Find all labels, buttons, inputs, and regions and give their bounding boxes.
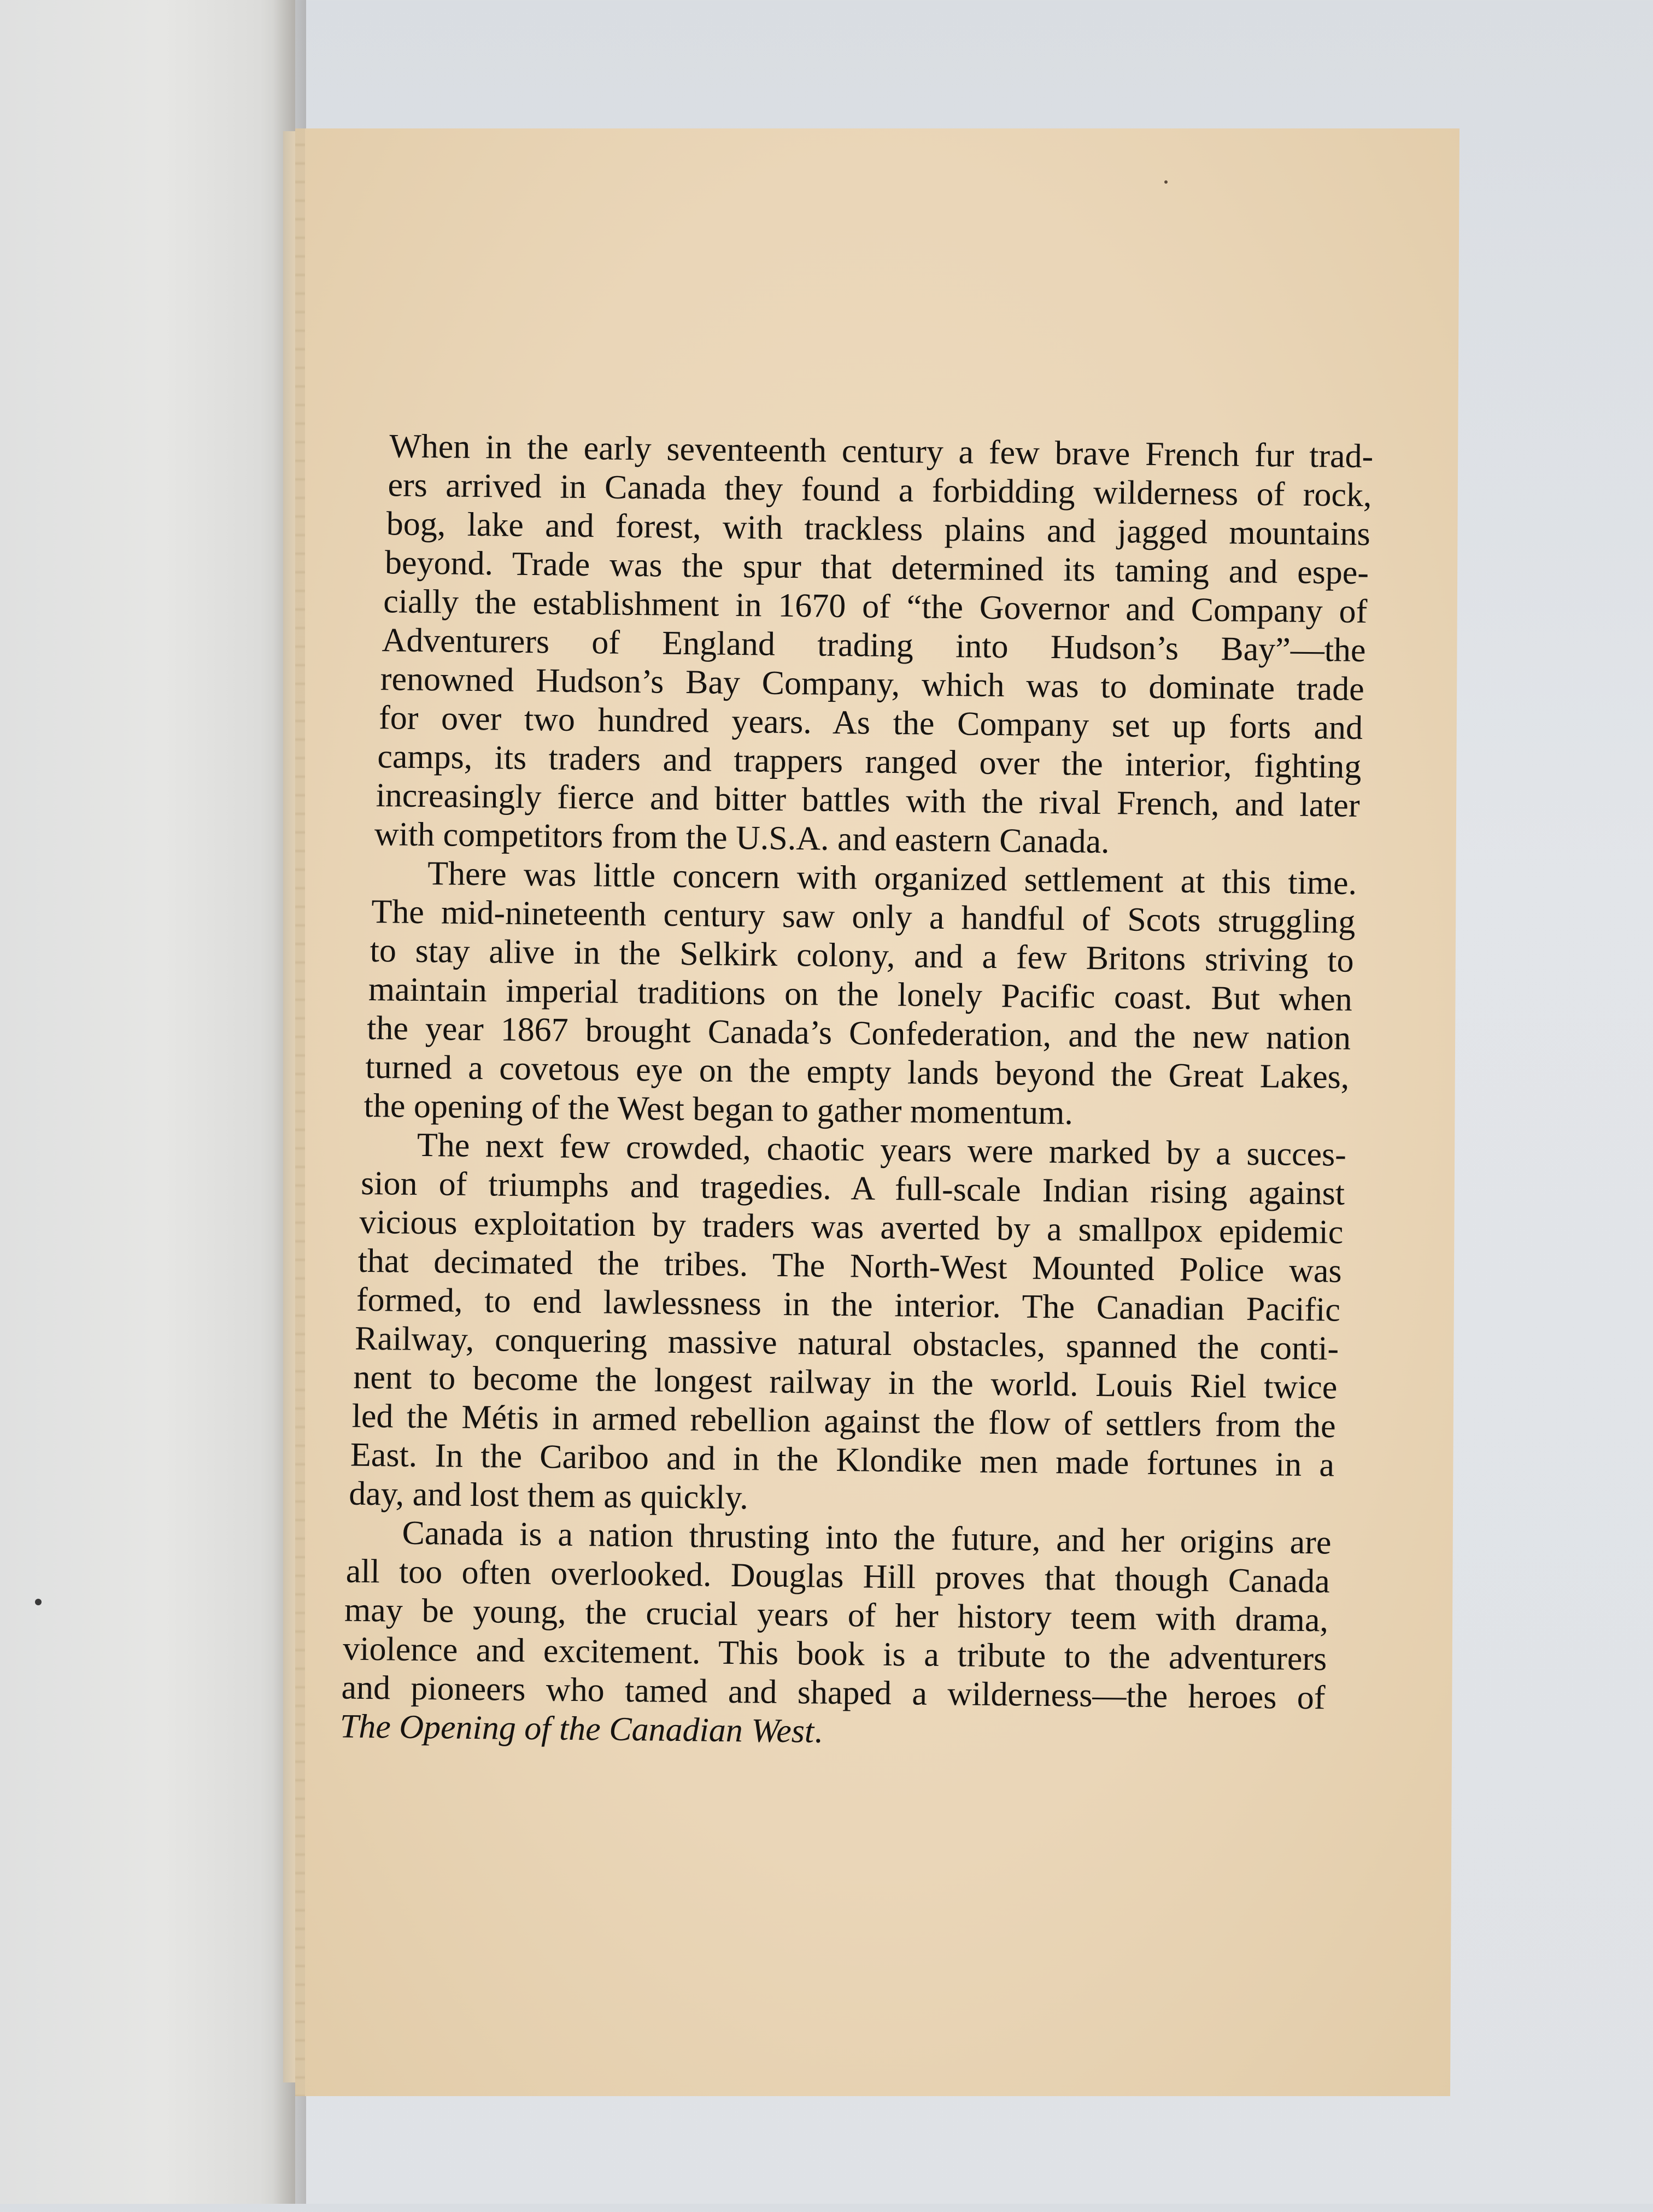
text-line: the opening of the West began to gather momentum. — [364, 1087, 1074, 1132]
text-line: formed, to end lawlessness in the interior. The Canadian Pacific — [356, 1281, 1341, 1329]
text-line: The next few crowded, chaotic years were marked by a succes- — [417, 1126, 1347, 1174]
text-line: that decimated the tribes. The North-West Mounted Police was — [357, 1242, 1342, 1290]
text-line: When in the early seventeenth century a few brave French fur trad- — [389, 427, 1374, 476]
text-line: beyond. Trade was the spur that determined its taming and espe- — [384, 544, 1369, 592]
text-line: day, and lost them as quickly. — [348, 1475, 749, 1517]
book-title: The Opening of the Canadian West — [339, 1708, 814, 1750]
text-line: The mid-nineteenth century saw only a handful of Scots struggling — [371, 893, 1356, 941]
text-line — [339, 1710, 1324, 1754]
text-line: There was little concern with organized settlement at this time. — [427, 855, 1357, 902]
text-line: ers arrived in Canada they found a forbidding wilderness of rock, — [388, 466, 1372, 514]
text-line: vicious exploitation by traders was averted by a smallpox epidemic — [359, 1203, 1344, 1251]
text-line: to stay alive in the Selkirk colony, and a few Britons striving to — [370, 932, 1354, 979]
text-line: all too often overlooked. Douglas Hill proves that though Canada — [345, 1552, 1330, 1600]
text-line: violence and excitement. This book is a tribute to the adventurers — [342, 1630, 1327, 1678]
text-line: cially the establishment in 1670 of “the Governor and Company of — [383, 583, 1368, 631]
text-line: renowned Hudson’s Bay Company, which was to dominate trade — [380, 660, 1365, 708]
closing-period: . — [813, 1712, 823, 1750]
text-line: bog, lake and forest, with trackless plains and jagged mountains — [386, 505, 1371, 553]
text-line: with competitors from the U.S.A. and eastern Canada. — [374, 815, 1110, 861]
text-line: Canada is a nation thrusting into the future, and her origins are — [402, 1514, 1332, 1562]
text-line: led the Métis in armed rebellion against the flow of settlers from the — [351, 1397, 1337, 1445]
text-line: the year 1867 brought Canada’s Confederation, and the new nation — [366, 1009, 1351, 1057]
text-line: for over two hundred years. As the Company set up forts and — [378, 699, 1363, 747]
text-line: nent to become the longest railway in the world. Louis Riel twice — [353, 1358, 1338, 1406]
text-line: Adventurers of England trading into Hudson’s Bay”—the — [382, 621, 1366, 670]
text-line: East. In the Cariboo and in the Klondike men made fortunes in a — [350, 1436, 1335, 1484]
text-line: and pioneers who tamed and shaped a wilderness—the heroes of — [341, 1669, 1326, 1717]
text-line: maintain imperial traditions on the lonely Pacific coast. But when — [368, 970, 1353, 1018]
text-line: sion of triumphs and tragedies. A full-scale Indian rising against — [360, 1164, 1345, 1212]
text-line: may be young, the crucial years of her history teem with drama, — [344, 1591, 1329, 1639]
text-line: increasingly fierce and bitter battles with the rival French, and later — [376, 777, 1360, 824]
text-line: turned a covetous eye on the empty lands beyond the Great Lakes, — [365, 1048, 1350, 1096]
text-line: camps, its traders and trappers ranged over the interior, fighting — [377, 738, 1362, 785]
text-line: Railway, conquering massive natural obstacles, spanned the conti- — [354, 1319, 1339, 1368]
